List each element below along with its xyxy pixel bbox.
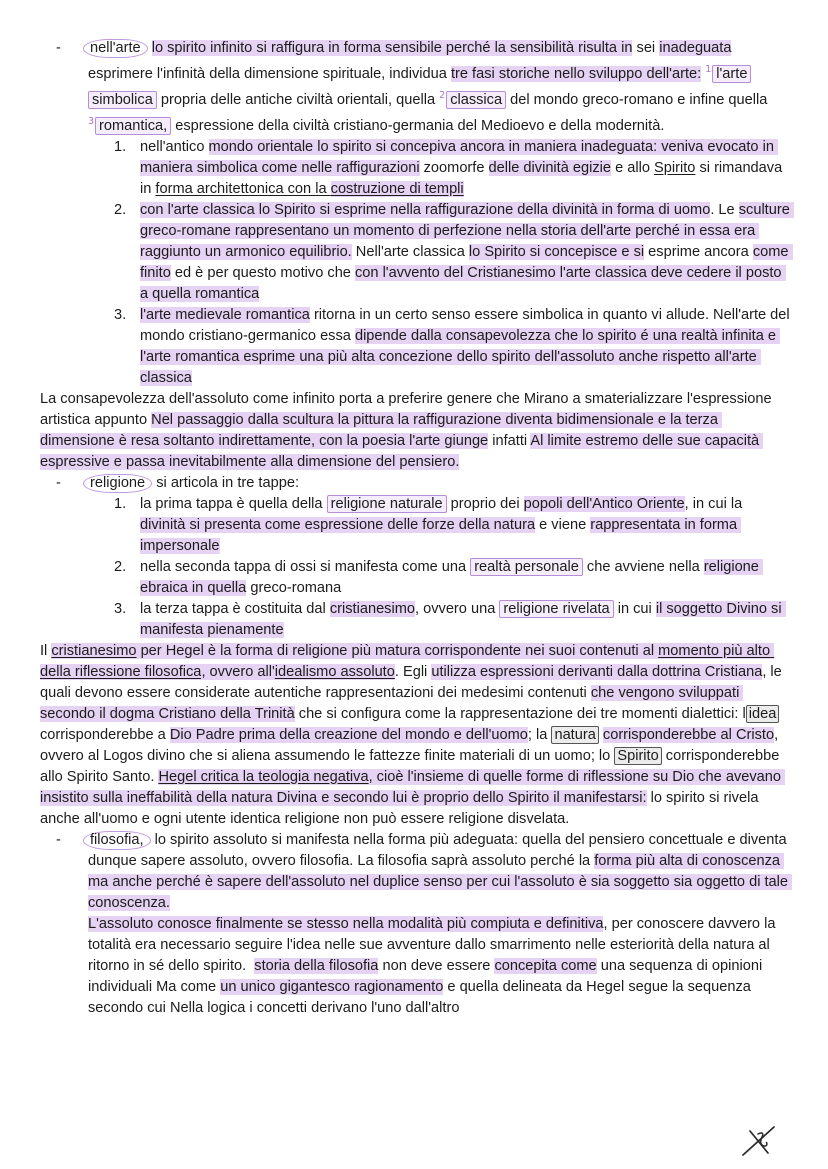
text-segment: e allo bbox=[611, 159, 655, 176]
text-segment: infatti bbox=[488, 432, 531, 449]
text-segment-box: l'arte bbox=[712, 65, 751, 83]
text-segment-hl: tre fasi storiche nello sviluppo dell'arte: bbox=[450, 65, 702, 82]
text-segment: ; la bbox=[527, 726, 552, 743]
text-segment: espressione della civiltà cristiano-germania del Medioevo e della modernità. bbox=[171, 117, 665, 134]
text-segment: . Egli bbox=[394, 663, 432, 680]
text-segment: Nell'arte classica bbox=[351, 243, 469, 260]
text-segment-hl: , cioè l'insieme di quelle forme di riflessione su Dio che avevano insistito sulla ineffabilità della natura Divina e secondo lui è proprio dello Spirito il manifestarsi: bbox=[40, 768, 786, 806]
text-segment-hl-ul: Hegel critica la teologia negativa bbox=[158, 768, 369, 785]
text-segment: greco-romana bbox=[246, 579, 342, 596]
text-segment: del mondo greco-romano e infine quella bbox=[506, 91, 772, 108]
text-segment: , in cui la bbox=[684, 495, 747, 512]
text-segment-box: realtà personale bbox=[470, 558, 583, 576]
text-segment: nella seconda tappa di ossi si manifesta come una bbox=[140, 558, 471, 575]
text-segment-box: religione naturale bbox=[327, 495, 447, 513]
text-segment-hl: religione ebraica in quella bbox=[140, 558, 763, 596]
text-block-bullet-cont bbox=[40, 914, 790, 1019]
text-segment-hl: delle divinità egizie bbox=[488, 159, 612, 176]
text-segment: sei bbox=[632, 40, 660, 56]
text-segment: , le quali devono essere considerate autentiche rappresentazioni dei medesimi contenuti bbox=[40, 663, 786, 701]
text-segment: , per conoscere davvero la totalità era necessario seguire l'idea nelle sue avventure dallo smarrimento nelle esteriorità della natura al ritorno in sé dello spirito. bbox=[88, 915, 780, 974]
text-block-num bbox=[40, 557, 790, 599]
text-block-num bbox=[40, 599, 790, 641]
text-segment-hl: storia della filosofia bbox=[254, 957, 379, 974]
text-segment: lo spirito si rivela anche all'uomo e ogni utente identica religione non può essere religione disvelata. bbox=[40, 789, 763, 827]
text-segment-hl: mondo orientale lo spirito si concepiva ancora in maniera inadeguata: veniva evocato in maniera simbolica come nelle raffigurazioni bbox=[140, 138, 779, 176]
text-segment: si articola in tre tappe: bbox=[152, 474, 299, 491]
text-segment: esprime ancora bbox=[644, 243, 753, 260]
text-segment-hl: Al limite estremo delle sue capacità espressive e passa inevitabilmente alla dimensione del pensiero. bbox=[40, 432, 764, 470]
text-segment: che avviene nella bbox=[582, 558, 704, 575]
text-segment-hl: che vengono sviluppati secondo il dogma Cristiano della Trinità bbox=[40, 684, 744, 722]
text-block-num bbox=[40, 494, 790, 557]
text-segment-circle: religione bbox=[83, 474, 152, 493]
text-segment-hl: rappresentata in forma impersonale bbox=[140, 516, 742, 554]
text-segment-hl-ul: idealismo assoluto bbox=[274, 663, 395, 680]
crossed-out-mark-icon bbox=[738, 1118, 780, 1162]
text-segment: corrisponderebbe allo Spirito Santo. bbox=[40, 747, 784, 785]
text-segment-box: simbolica bbox=[88, 91, 157, 109]
text-segment-hl: l'arte medievale romantica bbox=[140, 306, 310, 323]
text-segment-ul: Spirito bbox=[654, 159, 696, 176]
text-segment-hl: sculture greco-romane rappresentano un momento di perfezione nella storia dell'arte perché in essa era raggiunto un armonico equilibrio. bbox=[140, 201, 794, 260]
list-marker: 2. bbox=[114, 558, 127, 575]
text-segment-hl: utilizza espressioni derivanti dalla dottrina Cristiana bbox=[431, 663, 763, 680]
text-segment-hl: lo Spirito si concepisce e si bbox=[468, 243, 645, 260]
text-segment-hl: per Hegel è la forma di religione più matura corrispondente nei suoi contenuti al bbox=[136, 642, 659, 659]
text-segment: Il bbox=[40, 642, 52, 659]
text-segment: lo spirito assoluto si manifesta nella forma più adeguata: quella del pensiero concettuale e diventa dunque sapere assoluto, ovvero filosofia. La filosofia saprà assoluto perché la bbox=[88, 831, 791, 869]
text-segment-hl: un unico gigantesco ragionamento bbox=[220, 978, 444, 995]
list-marker: - bbox=[56, 40, 61, 56]
list-marker: 2. bbox=[114, 201, 127, 218]
text-segment-circle: filosofia, bbox=[83, 831, 151, 850]
text-segment: propria delle antiche civiltà orientali, quella bbox=[156, 91, 440, 108]
text-segment: corrisponderebbe a bbox=[40, 705, 784, 743]
text-segment: proprio dei bbox=[446, 495, 524, 512]
text-segment-hl: Dio Padre prima della creazione del mondo e dell'uomo bbox=[169, 726, 528, 743]
text-segment-hl: forma più alta di conoscenza ma anche perché è sapere dell'assoluto nel duplice senso per cui l'assoluto è sia soggetto sia oggetto di tale conoscenza. bbox=[88, 852, 793, 911]
list-marker: - bbox=[56, 831, 61, 848]
list-marker: 3. bbox=[114, 306, 127, 323]
text-segment-hl-ul: costruzione di templi bbox=[330, 180, 464, 197]
text-segment: La consapevolezza dell'assoluto come infinito porta a preferire genere che Mirano a smaterializzare l'espressione artistica appunto bbox=[40, 390, 776, 428]
text-block-bullet bbox=[40, 473, 790, 494]
text-segment-hl: popoli dell'Antico Oriente bbox=[523, 495, 685, 512]
text-segment-box: classica bbox=[446, 91, 506, 109]
text-segment: ritorna in un certo senso essere simbolica in quanto vi allude. Nell'arte del mondo cristiano-germanico essa bbox=[140, 306, 794, 344]
list-marker: 1. bbox=[114, 495, 127, 512]
text-segment-hl-ul: momento più alto della riflessione filosofica bbox=[40, 642, 775, 680]
text-segment-hl: cristianesimo bbox=[329, 600, 415, 617]
text-segment: in cui bbox=[613, 600, 656, 617]
document-page bbox=[40, 38, 794, 1019]
text-segment: che si configura come la rappresentazione dei tre momenti dialettici: l bbox=[294, 705, 746, 722]
text-segment-darkbox: idea bbox=[746, 705, 780, 723]
text-segment-darkbox: Spirito bbox=[614, 747, 661, 765]
text-segment-hl: inadeguata bbox=[659, 40, 732, 56]
text-segment: si rimandava in bbox=[140, 159, 787, 197]
text-segment: una sequenza di opinioni individuali Ma come bbox=[88, 957, 767, 995]
text-block-bullet bbox=[40, 830, 793, 914]
list-marker: 3. bbox=[114, 600, 127, 617]
text-segment: nell'antico bbox=[140, 138, 209, 155]
list-marker: 1. bbox=[114, 138, 127, 155]
text-block-para bbox=[40, 389, 790, 473]
text-segment-sup: 2 bbox=[439, 89, 446, 101]
text-segment-hl: divinità si presenta come espressione delle forze della natura bbox=[140, 516, 536, 533]
text-segment-hl: corrisponderebbe al Cristo bbox=[602, 726, 775, 743]
text-segment: zoomorfe bbox=[419, 159, 489, 176]
text-segment-hl: L'assoluto conosce finalmente se stesso nella modalità più compiuta e definitiva bbox=[88, 915, 604, 932]
text-segment-hl: come finito bbox=[140, 243, 793, 281]
text-segment: esprimere l'infinità della dimensione spirituale, individua bbox=[88, 40, 736, 82]
text-segment-circle: nell'arte bbox=[83, 39, 148, 58]
text-segment: e viene bbox=[535, 516, 591, 533]
text-segment: . Le bbox=[710, 201, 739, 218]
text-segment-hl: dipende dalla consapevolezza che lo spirito é una realtà infinita e l'arte romantica esprime una più alta concezione dello spirito dell'assoluto anche rispetto all'arte classica bbox=[140, 327, 781, 386]
text-segment: ed è per questo motivo che bbox=[170, 264, 355, 281]
text-segment-box: romantica, bbox=[95, 117, 171, 135]
text-segment-darkbox: natura bbox=[551, 726, 598, 744]
text-segment bbox=[751, 66, 755, 82]
text-segment-hl: , ovvero all' bbox=[201, 663, 275, 680]
text-segment-hl: Nel passaggio dalla scultura la pittura la raffigurazione diventa bidimensionale e la terza dimensione è resa soltanto indirettamente, con la poesia l'arte giunge bbox=[40, 411, 723, 449]
text-segment-hl: con l'arte classica lo Spirito si esprime nella raffigurazione della divinità in forma di uomo bbox=[140, 201, 711, 218]
text-segment: , ovvero al Logos divino che si aliena assumendo le fattezze finite materiali di un uomo; lo bbox=[40, 726, 783, 764]
text-segment-hl: con l'avvento del Cristianesimo l'arte classica deve cedere il posto a quella romantica bbox=[140, 264, 786, 302]
text-segment: la prima tappa è quella della bbox=[140, 495, 327, 512]
text-segment: , ovvero una bbox=[415, 600, 500, 617]
text-segment: non deve essere bbox=[378, 957, 495, 974]
text-block-num bbox=[40, 200, 794, 305]
text-segment-ul: forma architettonica con la bbox=[155, 180, 331, 197]
text-segment-hl-ul: cristianesimo bbox=[51, 642, 137, 659]
text-block-num bbox=[40, 137, 790, 200]
text-segment-box: religione rivelata bbox=[499, 600, 613, 618]
list-marker: - bbox=[56, 474, 61, 491]
text-block-num bbox=[40, 305, 794, 389]
text-block-bullet bbox=[40, 38, 790, 137]
text-segment-hl: il soggetto Divino si manifesta pienamente bbox=[140, 600, 786, 638]
text-segment-hl: lo spirito infinito si raffigura in forma sensibile perché la sensibilità risulta in bbox=[151, 40, 633, 56]
text-block-para bbox=[40, 641, 790, 830]
text-segment-sup: 3 bbox=[88, 115, 95, 127]
text-segment: la terza tappa è costituita dal bbox=[140, 600, 330, 617]
text-segment-hl: concepita come bbox=[494, 957, 597, 974]
text-segment: e quella delineata da Hegel segue la sequenza secondo cui Nella logica i concetti derivano l'uno dall'altro bbox=[88, 978, 755, 1016]
text-segment-sup: 1 bbox=[705, 64, 712, 75]
